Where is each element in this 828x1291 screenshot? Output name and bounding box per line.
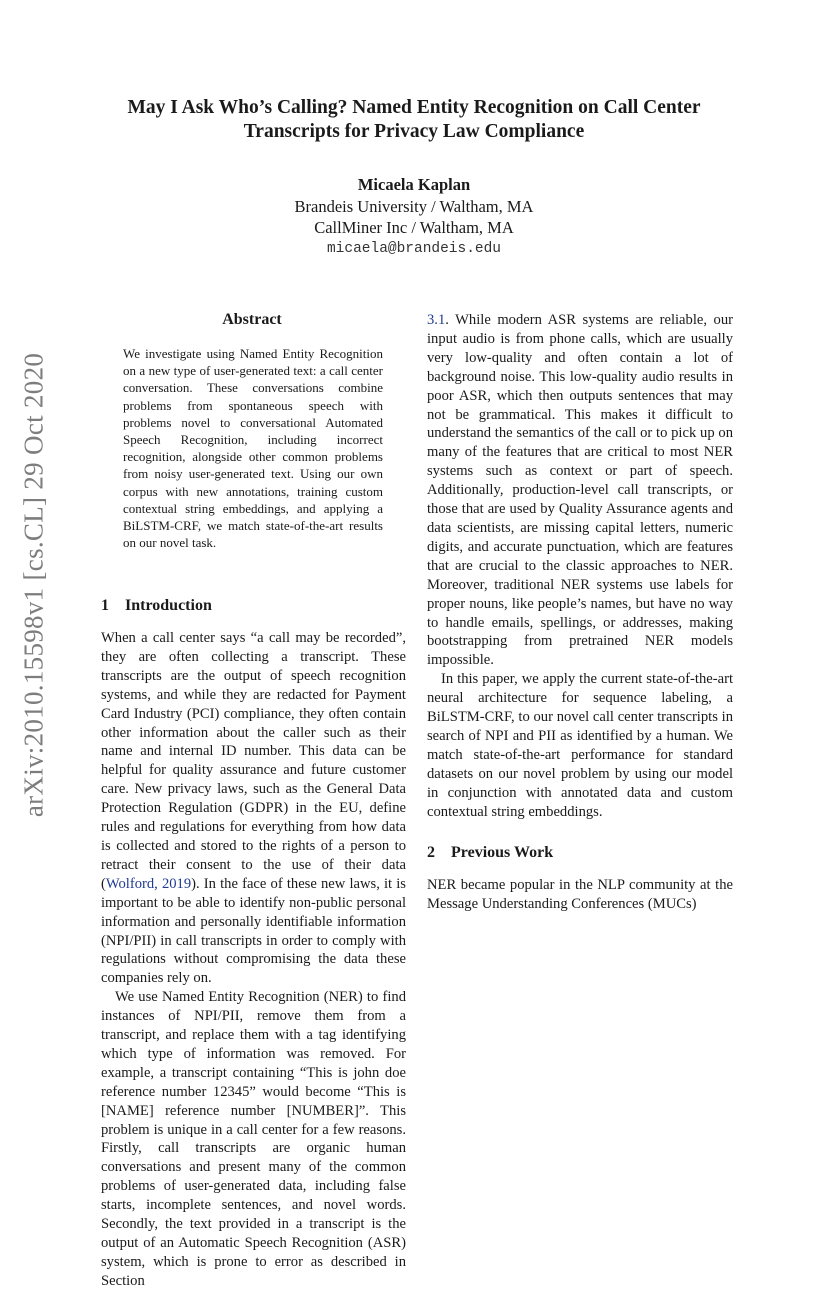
citation-wolford-2019[interactable]: Wolford, 2019: [105, 875, 192, 892]
section-number: 2: [427, 844, 435, 862]
intro-paragraph-2-text-end: . While modern ASR systems are reliable, our input audio is from phone calls, which are usually very low-quality and often contain a lot of background noise. This low-quality audio results in poor ASR, which then outputs sentences that may not be grammatical. This makes it difficult to understand the semantics of the call or to pick up on many of the features that are critical to most NER systems such as context or part of speech. Additionally, production-level call transcripts, or those that are used by Quality Assurance agents and data scientists, are missing capital letters, numeric digits, and accurate punctuation, which are features that are crucial to the classic approaches to NER. Moreover, traditional NER systems use labels for proper nouns, like people’s names, but have no way to handle emails, spellings, or addresses, making bootstrapping from pretrained NER models impossible.: [427, 312, 733, 669]
title-line-1: May I Ask Who’s Calling? Named Entity Recognition on Call Center: [127, 97, 701, 118]
intro-paragraph-2-continued: [427, 311, 733, 670]
intro-paragraph-3: In this paper, we apply the current state-of-the-art neural architecture for sequence labeling, a BiLSTM-CRF, to our novel call center transcripts in search of NPI and PII as identified by a human. We match state-of-the-art performance for standard datasets on our novel problem by using our model in conjunction with annotated data and custom contextual string embeddings.: [427, 671, 733, 820]
intro-paragraph-1-text: When a call center says “a call may be recorded”, they are often collecting a transcript. These transcripts are the output of speech recognition systems, and while they are redacted for Payment Card Industry (PCI) compliance, they often contain other information about the caller such as their name and internal ID number. This data can be helpful for quality assurance and future customer care. New privacy laws, such as the General Data Protection Regulation (GDPR) in the EU, define rules and regulations for everything from how data is collected and stored to the rights of a person to retract their consent to the use of their data (: [101, 630, 406, 892]
abstract-heading: Abstract: [222, 311, 282, 328]
affiliation-brandeis: Brandeis University / Waltham, MA: [294, 196, 534, 216]
intro-paragraph-2: [101, 988, 406, 1291]
previous-work-paragraph-1: NER became popular in the NLP community at the Message Understanding Conferences (MUCs): [427, 877, 733, 913]
author-email: micaela@brandeis.edu: [326, 240, 502, 257]
section-title: Introduction: [125, 597, 212, 614]
author-name: Micaela Kaplan: [357, 175, 471, 194]
section-ref-3-1[interactable]: 3.1: [427, 312, 446, 328]
right-column: [427, 311, 733, 914]
affiliation-callminer: CallMiner Inc / Waltham, MA: [314, 218, 514, 237]
author-block: [200, 174, 628, 260]
title-line-2: Transcripts for Privacy Law Compliance: [243, 121, 585, 142]
section-number: 1: [101, 597, 109, 614]
intro-paragraph-1-text-end: ). In the face of these new laws, it is important to be able to identify non-public personal information and personally identifiable information (NPI/PII) in call transcripts in order to comply with regulations without compromising the data these companies rely on.: [101, 875, 406, 987]
intro-paragraph-2-text: We use Named Entity Recognition (NER) to find instances of NPI/PII, remove them from a transcript, and replace them with a tag identifying which type of information was removed. For example, a transcript containing “This is john doe reference number 12345” would become “This is [NAME] reference number [NUMBER]”. This problem is unique in a call center for a few reasons. Firstly, call transcripts are organic human conversations and present many of the common problems of user-generated data, including false starts, incomplete sentences, and novel words. Secondly, the text provided in a transcript is the output of an Automatic Speech Recognition (ASR) system, which is prone to error as described in Section: [101, 989, 406, 1289]
section-heading-previous-work: [427, 843, 733, 863]
intro-paragraph-1: [101, 629, 406, 988]
section-heading-introduction: [101, 596, 406, 616]
section-title: Previous Work: [451, 844, 554, 862]
left-column: [101, 596, 406, 1291]
arxiv-identifier-stamp: arXiv:2010.15598v1 [cs.CL] 29 Oct 2020: [18, 352, 49, 818]
paper-title: [80, 96, 748, 144]
abstract-text: We investigate using Named Entity Recognition on a new type of user-generated text: a call center conversation. These conversations combine problems from spontaneous speech with problems novel to conversational Automated Speech Recognition, including incorrect recognition, alongside other common problems from noisy user-generated text. Using our own corpus with new annotations, training custom contextual string embeddings, and applying a BiLSTM-CRF, we match state-of-the-art results on our novel task.: [123, 346, 383, 551]
